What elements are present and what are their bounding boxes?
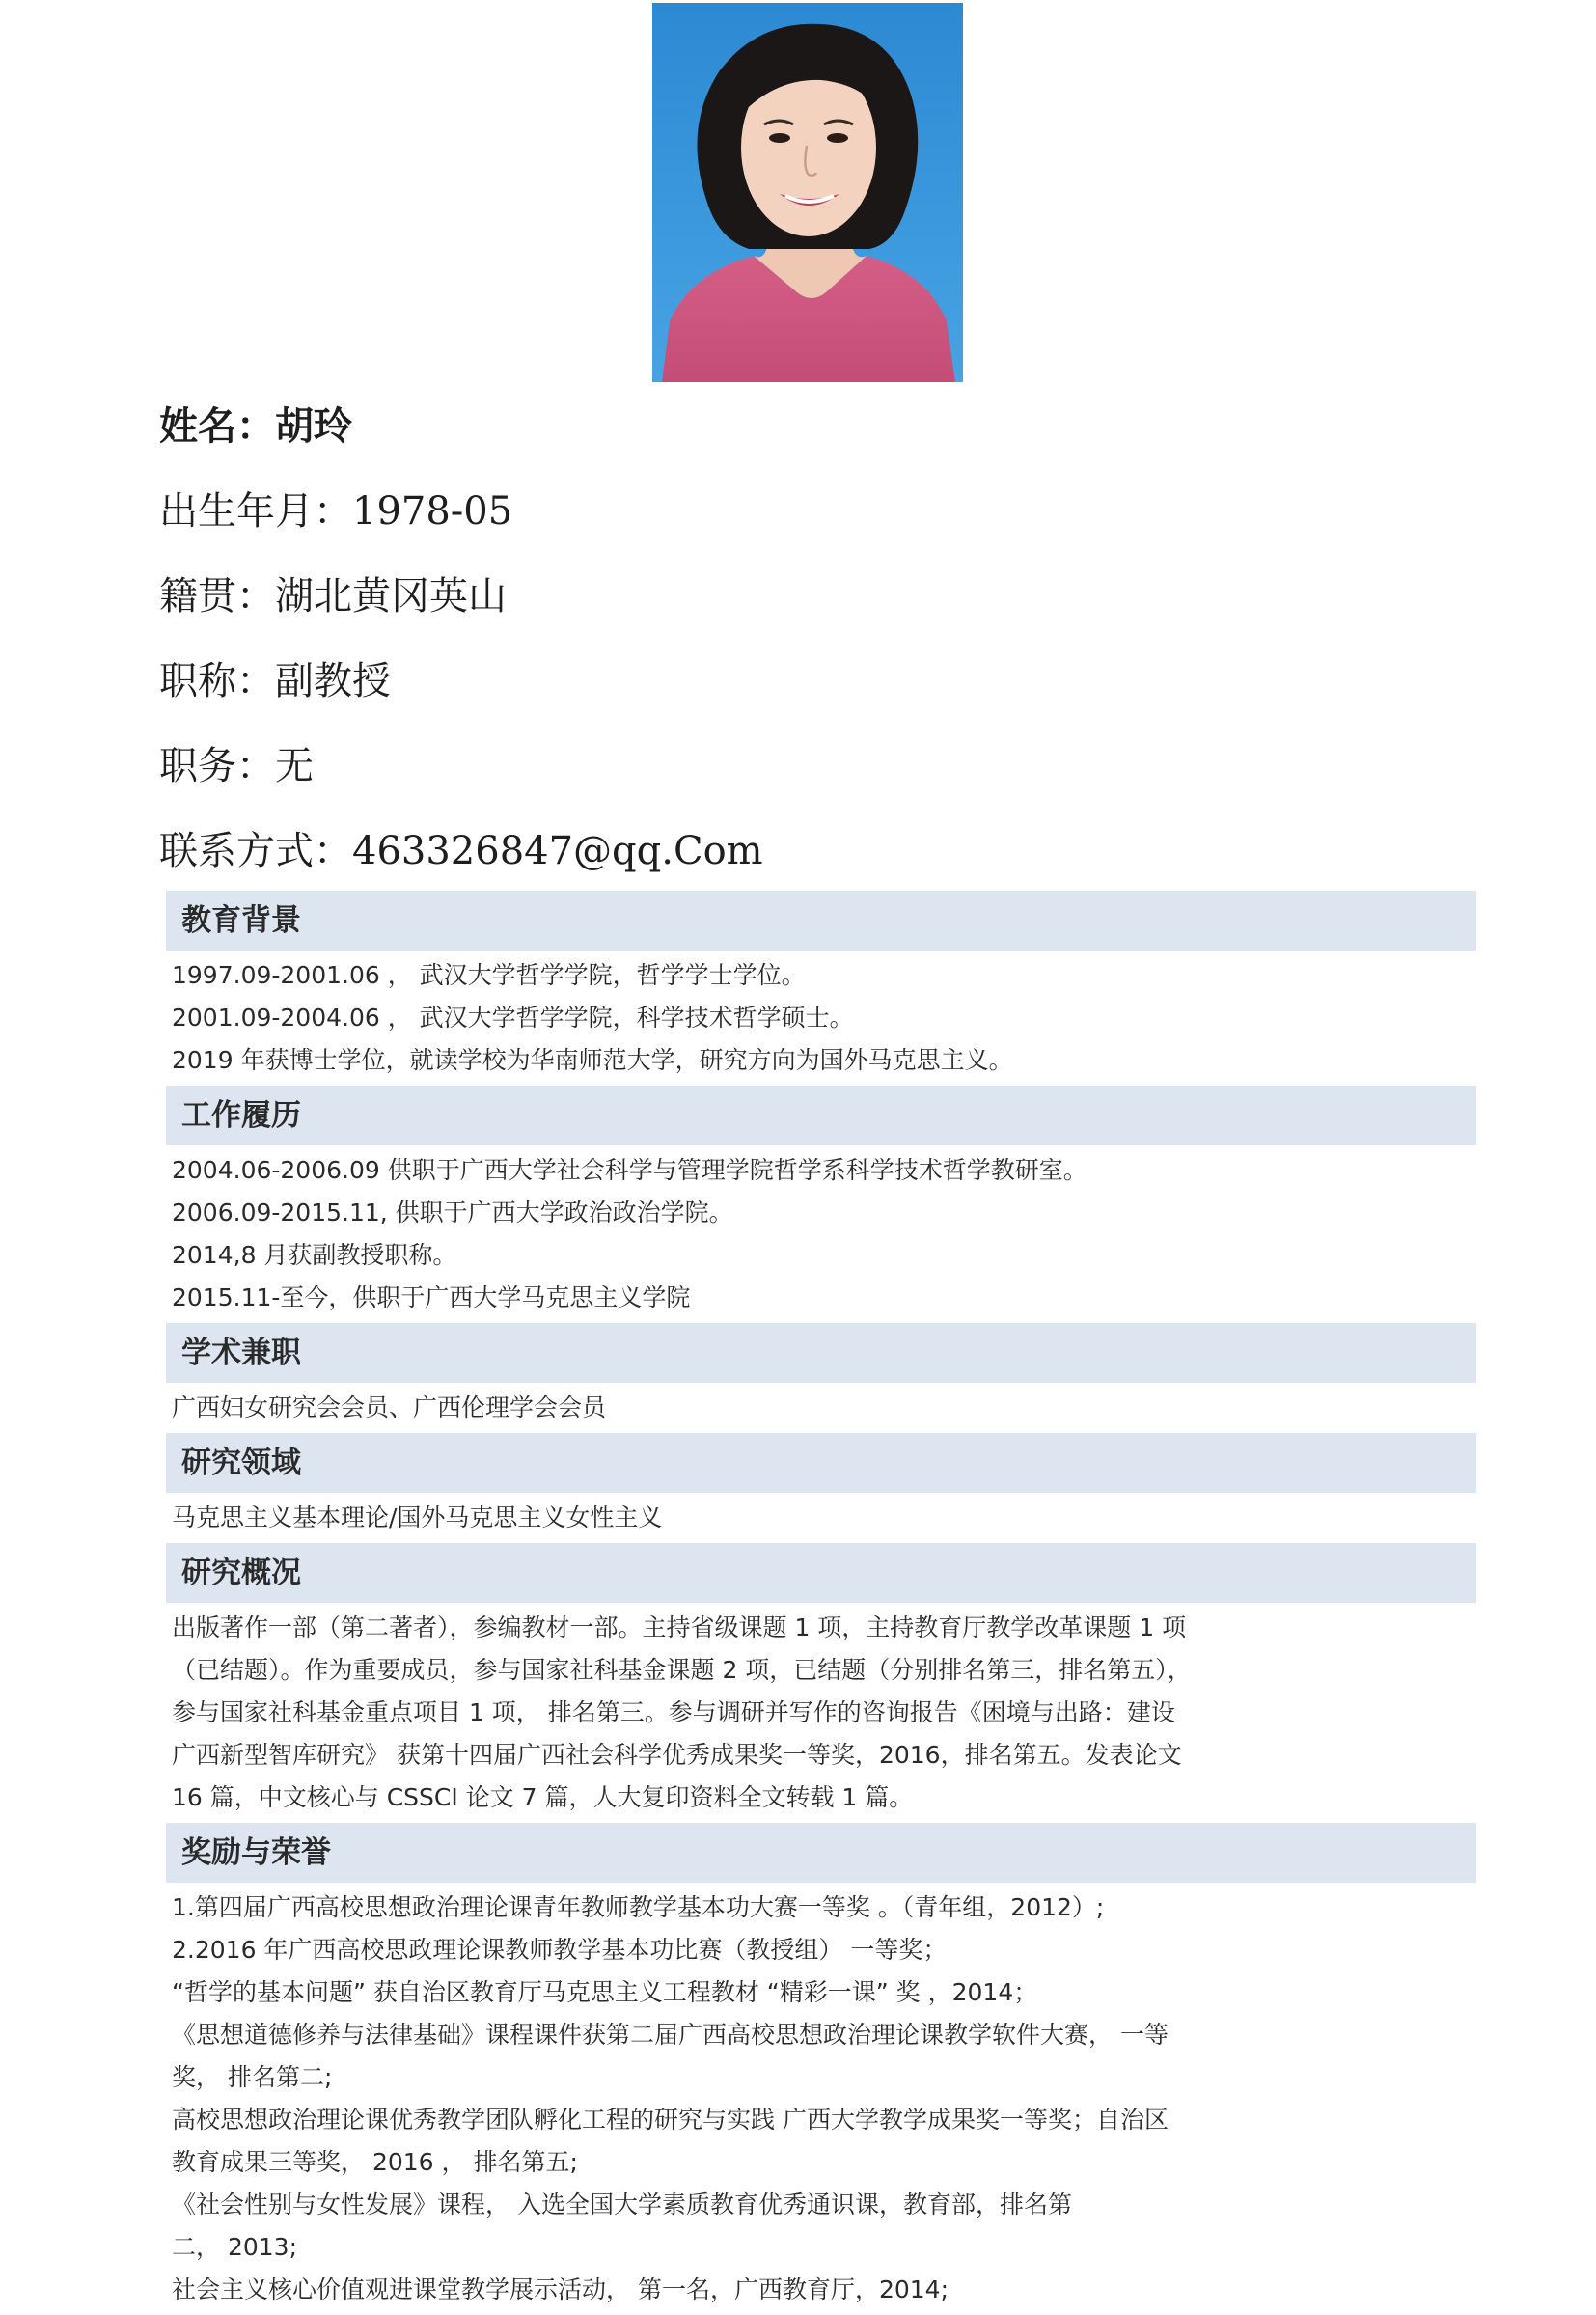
research-overview-line: （已结题）。作为重要成员，参与国家社科基金课题 2 项，已结题（分别排名第三，排名第五）， [172, 1656, 1192, 1684]
awards-body [166, 1887, 1476, 2311]
research-overview-line: 出版著作一部（第二著者），参编教材一部。主持省级课题 1 项，主持教育厅教学改革课题 1 项 [172, 1613, 1187, 1641]
academic-line: 广西妇女研究会会员、广西伦理学会会员 [172, 1393, 607, 1421]
research-overview-line: 参与国家社科基金重点项目 1 项， 排名第三。参与调研并写作的咨询报告《困境与出路：建设 [172, 1698, 1175, 1726]
awards-line: 《社会性别与女性发展》课程， 入选全国大学素质教育优秀通识课，教育部，排名第 [172, 2191, 1072, 2219]
position-line: 职务：无 [159, 744, 314, 788]
research-field-body [166, 1497, 1476, 1539]
academic-body [166, 1387, 1476, 1429]
research-field-line: 马克思主义基本理论/国外马克思主义女性主义 [172, 1503, 663, 1531]
awards-heading: 奖励与荣誉 [166, 1823, 1476, 1883]
education-line: 1997.09-2001.06 ， 武汉大学哲学学院，哲学学士学位。 [172, 961, 806, 989]
title-line: 职称：副教授 [159, 659, 391, 703]
awards-line: 1.第四届广西高校思想政治理论课青年教师教学基本功大赛一等奖 。（青年组，2012）; [172, 1893, 1105, 1921]
work-line: 2004.06-2006.09 供职于广西大学社会科学与管理学院哲学系科学技术哲学教研室。 [172, 1156, 1087, 1184]
awards-line: 奖， 排名第二; [172, 2063, 333, 2091]
education-line: 2019 年获博士学位，就读学校为华南师范大学，研究方向为国外马克思主义。 [172, 1046, 1013, 1074]
awards-line: 高校思想政治理论课优秀教学团队孵化工程的研究与实践 广西大学教学成果奖一等奖；自治区 [172, 2106, 1169, 2134]
portrait-illustration [652, 3, 963, 382]
work-line: 2006.09-2015.11, 供职于广西大学政治政治学院。 [172, 1199, 733, 1226]
birth-line: 出生年月：1978-05 [159, 489, 513, 534]
resume-sections [166, 891, 1476, 2315]
work-line: 2015.11-至今，供职于广西大学马克思主义学院 [172, 1283, 691, 1311]
awards-line: 《思想道德修养与法律基础》课程课件获第二届广西高校思想政治理论课教学软件大赛， 一等 [172, 2021, 1169, 2049]
personal-info [159, 398, 1317, 907]
awards-line: “哲学的基本问题” 获自治区教育厅马克思主义工程教材 “精彩一课” 奖 ，2014； [172, 1978, 1038, 2006]
contact-line: 联系方式：463326847@qq.Com [159, 829, 763, 873]
work-body [166, 1149, 1476, 1319]
awards-line: 二， 2013; [172, 2233, 297, 2261]
name-line: 姓名：胡玲 [159, 404, 352, 449]
education-body [166, 954, 1476, 1082]
awards-line: 教育成果三等奖， 2016 ， 排名第五; [172, 2148, 578, 2176]
awards-line: 社会主义核心价值观进课堂教学展示活动， 第一名，广西教育厅，2014; [172, 2275, 949, 2303]
awards-line: 2.2016 年广西高校思政理论课教师教学基本功比赛（教授组） 一等奖； [172, 1936, 948, 1964]
education-heading: 教育背景 [166, 891, 1476, 951]
research-overview-line: 广西新型智库研究》 获第十四届广西社会科学优秀成果奖一等奖，2016，排名第五。发表论文 [172, 1741, 1182, 1769]
academic-heading: 学术兼职 [166, 1323, 1476, 1383]
research-overview-line: 16 篇，中文核心与 CSSCI 论文 7 篇，人大复印资料全文转载 1 篇。 [172, 1783, 914, 1811]
research-overview-heading: 研究概况 [166, 1543, 1476, 1603]
work-heading: 工作履历 [166, 1086, 1476, 1145]
portrait-photo [652, 3, 963, 382]
research-field-heading: 研究领域 [166, 1433, 1476, 1493]
origin-line: 籍贯：湖北黄冈英山 [159, 574, 507, 619]
education-line: 2001.09-2004.06 ， 武汉大学哲学学院，科学技术哲学硕士。 [172, 1004, 854, 1032]
work-line: 2014,8 月获副教授职称。 [172, 1241, 457, 1269]
research-overview-body [166, 1607, 1476, 1819]
